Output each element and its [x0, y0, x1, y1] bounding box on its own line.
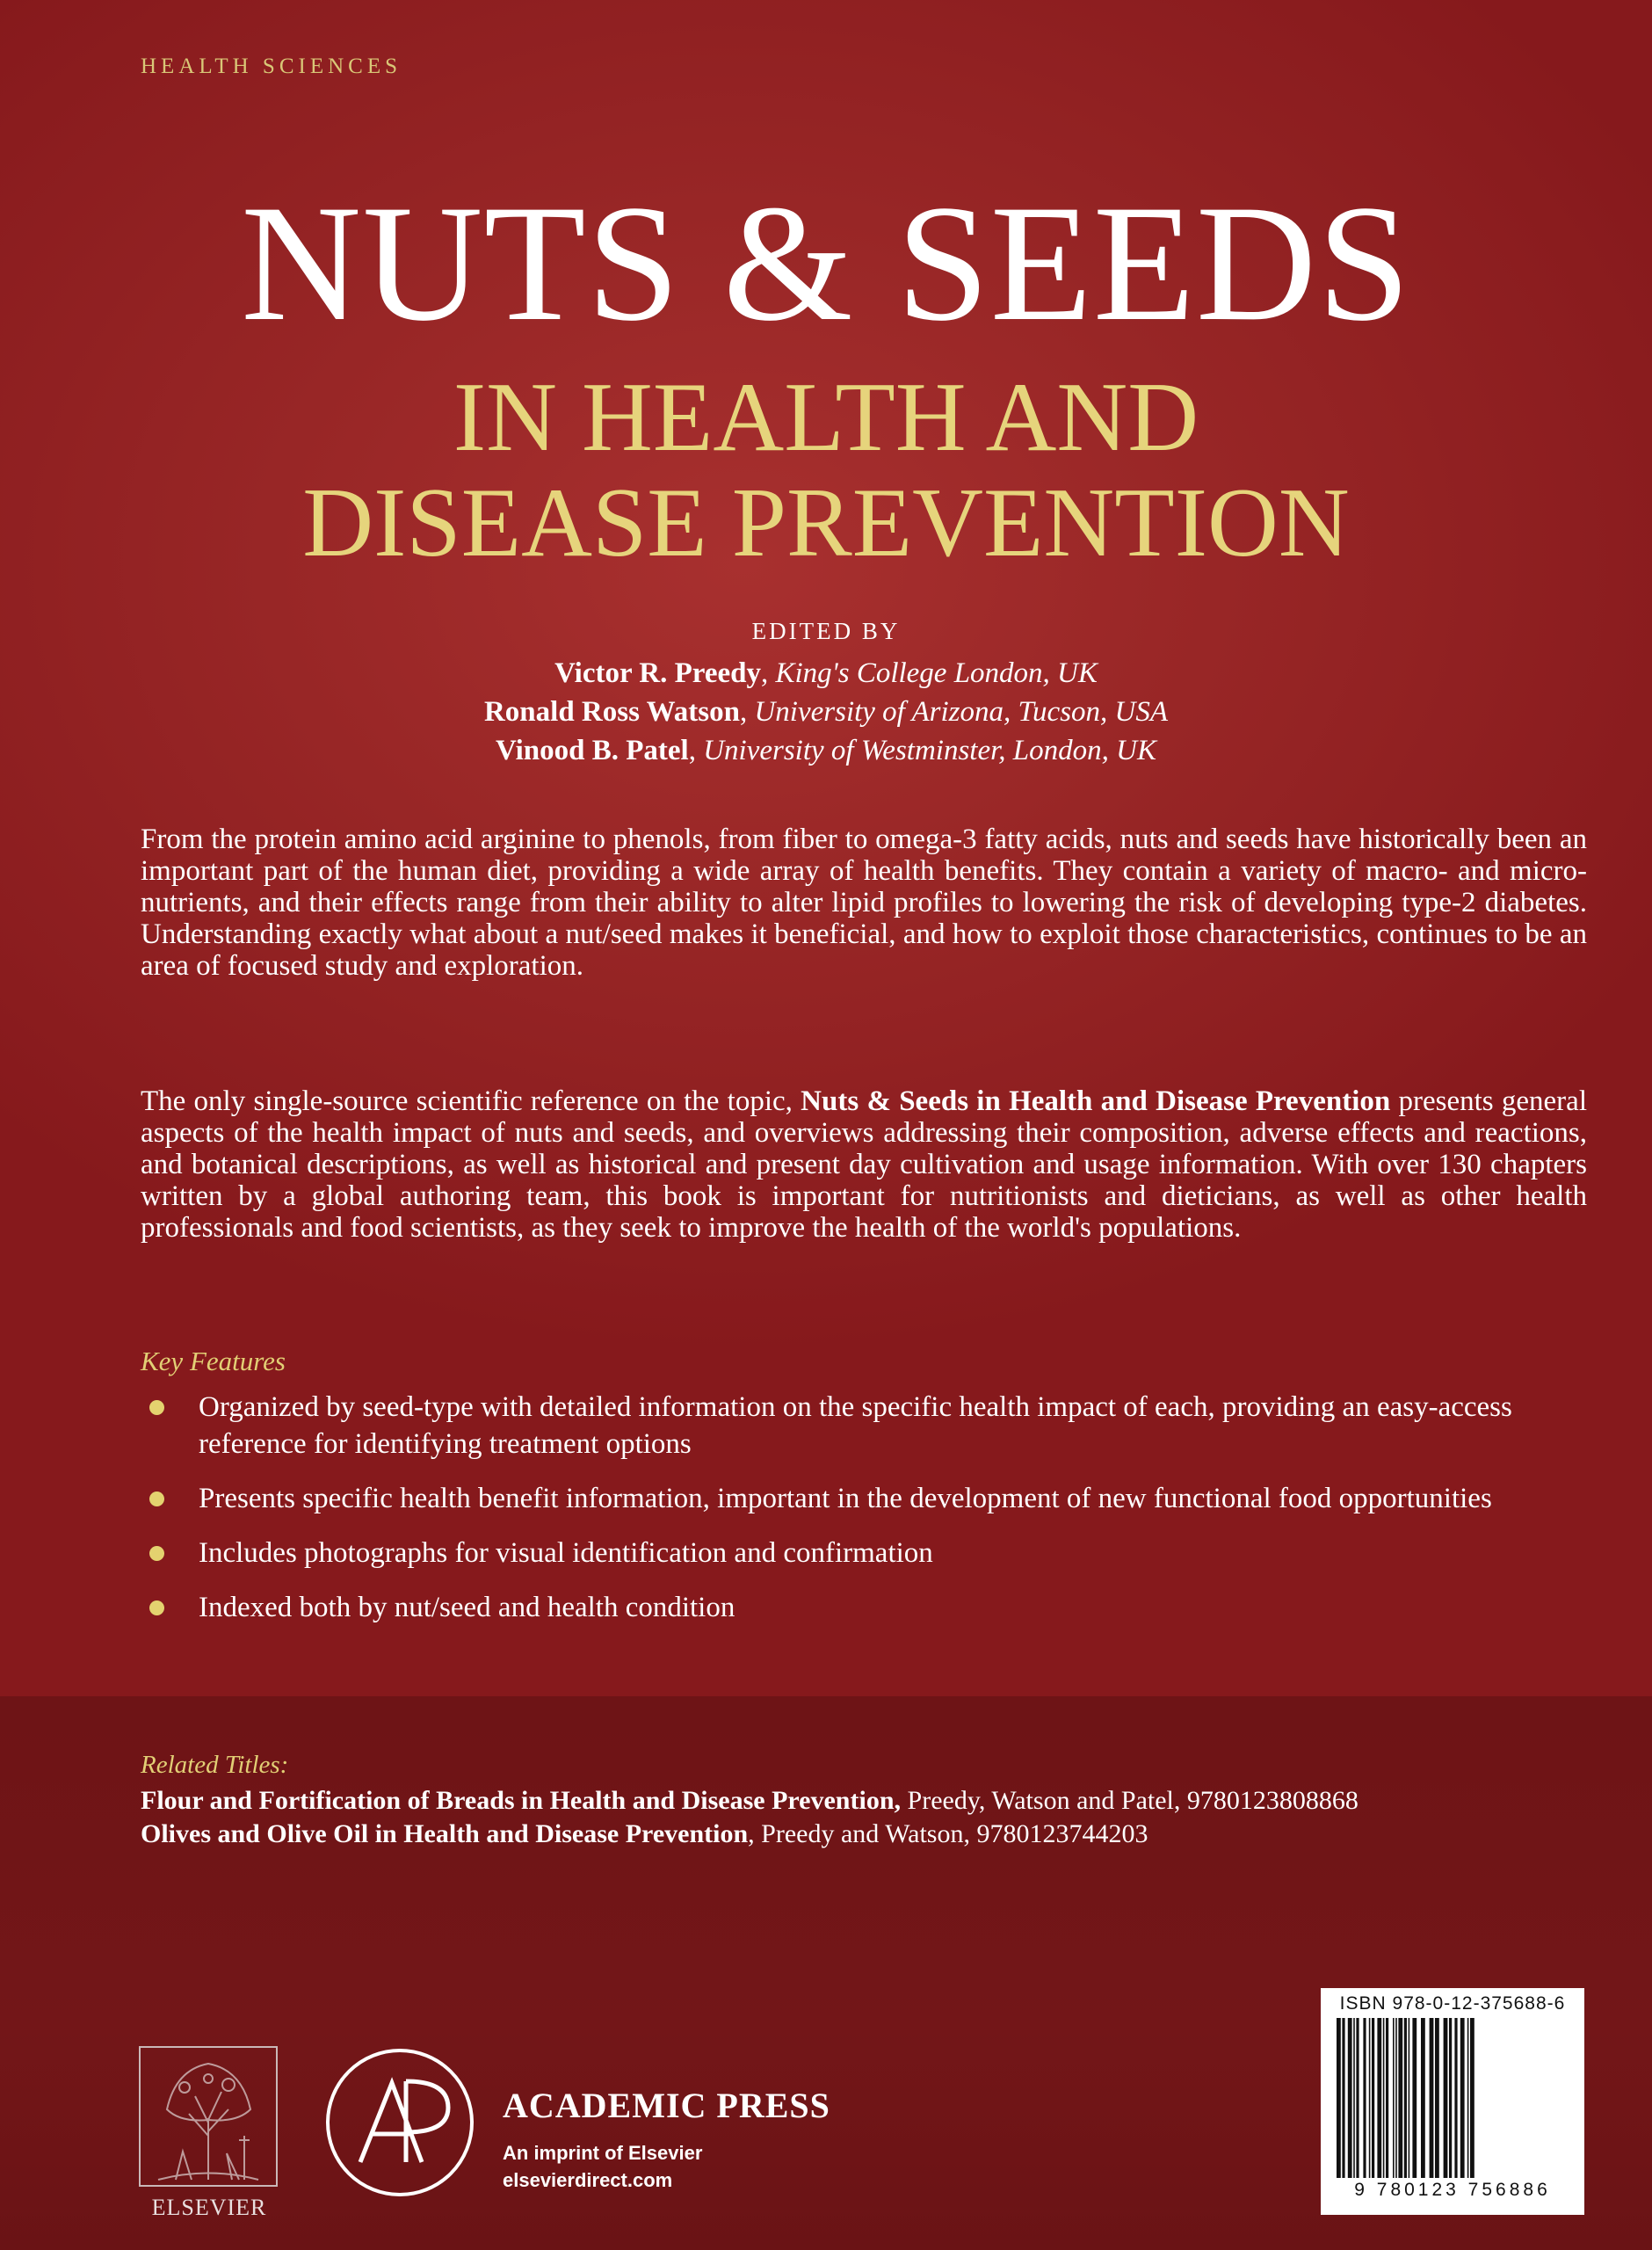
- related-title-details: , Preedy and Watson, 9780123744203: [748, 1819, 1148, 1848]
- elsevier-logo: [139, 2046, 278, 2187]
- series-label: HEALTH SCIENCES: [141, 54, 402, 78]
- barcode-bar: [1393, 2018, 1395, 2178]
- academic-press-logo-icon: [323, 2046, 476, 2199]
- barcode-bar: [1430, 2018, 1434, 2178]
- barcode-bar: [1337, 2018, 1341, 2178]
- barcode-bar: [1356, 2018, 1359, 2178]
- book-title: NUTS & SEEDS: [241, 171, 1411, 356]
- barcode-bar: [1449, 2018, 1452, 2178]
- editors-list: [0, 654, 1652, 770]
- feature-item: [141, 1480, 1529, 1517]
- editor: [0, 731, 1652, 770]
- paragraph-2-intro: The only single-source scientific reference on the topic,: [141, 1085, 801, 1117]
- barcode-bar: [1369, 2018, 1371, 2178]
- barcode-icon: [1330, 2018, 1576, 2178]
- barcode-bar: [1398, 2018, 1402, 2178]
- barcode-bar: [1404, 2018, 1407, 2178]
- related-title-name: Flour and Fortification of Breads in Health and Disease Prevention,: [141, 1786, 902, 1815]
- isbn-barcode: [1321, 1988, 1584, 2215]
- barcode-bar: [1435, 2018, 1439, 2178]
- barcode-bar: [1342, 2018, 1344, 2178]
- barcode-bar: [1395, 2018, 1397, 2178]
- related-title-details: Preedy, Watson and Patel, 9780123808868: [901, 1786, 1359, 1815]
- publisher-imprint: An imprint of Elsevier: [503, 2142, 703, 2164]
- book-subtitle: [0, 365, 1652, 576]
- barcode-bar: [1454, 2018, 1457, 2178]
- edited-by-label: EDITED BY: [751, 618, 901, 644]
- feature-text: Includes photographs for visual identification and confirmation: [199, 1537, 933, 1569]
- subtitle-line-2: DISEASE PREVENTION: [302, 468, 1350, 577]
- editor-name: Ronald Ross Watson: [483, 696, 740, 728]
- paragraph-2-body: presents general aspects of the health impact of nuts and seeds, and overviews addressing their composition, adverse effects and reactions, and botanical descriptions, as well as historical and present day cultivation and usage information. With over 130 chapters written by a global authoring team, this book is important for nutritionists and dieticians, as well as other health professionals and food scientists, as they seek to improve the health of the world's populations.: [141, 1085, 1587, 1244]
- related-titles-list: [141, 1784, 1582, 1851]
- barcode-bar: [1460, 2018, 1465, 2178]
- isbn-label: ISBN 978-0-12-375688-6: [1339, 1993, 1566, 2014]
- editor-separator: ,: [688, 735, 704, 766]
- publisher-name: ACADEMIC PRESS: [503, 2086, 830, 2125]
- feature-item: [141, 1589, 1529, 1626]
- barcode-digits: 9 780123 756886: [1354, 2180, 1551, 2200]
- key-features-heading: Key Features: [141, 1346, 286, 1376]
- bullet-icon: [149, 1600, 164, 1615]
- bullet-icon: [149, 1546, 164, 1561]
- editor: [0, 654, 1652, 693]
- barcode-bar: [1470, 2018, 1474, 2178]
- barcode-bar: [1421, 2018, 1425, 2178]
- feature-text: Indexed both by nut/seed and health condition: [199, 1592, 735, 1623]
- related-title-item: [141, 1784, 1582, 1818]
- barcode-bar: [1363, 2018, 1366, 2178]
- related-title-item: [141, 1818, 1582, 1851]
- elsevier-label: ELSEVIER: [151, 2195, 267, 2220]
- subtitle-line-1: IN HEALTH AND: [453, 363, 1199, 472]
- elsevier-tree-icon: [141, 2048, 276, 2185]
- editor: [0, 693, 1652, 731]
- barcode-bar: [1444, 2018, 1448, 2178]
- editor-name: Victor R. Preedy: [554, 657, 761, 689]
- editor-name: Vinood B. Patel: [495, 735, 689, 766]
- bullet-icon: [149, 1492, 164, 1506]
- paragraph-2-book-title: Nuts & Seeds in Health and Disease Prevention: [801, 1085, 1391, 1117]
- editor-affiliation: University of Westminster, London, UK: [703, 735, 1156, 766]
- barcode-bar: [1383, 2018, 1385, 2178]
- feature-item: [141, 1535, 1529, 1571]
- feature-text: Organized by seed-type with detailed information on the specific health impact of each, providing an easy-access reference for identifying treatment options: [199, 1391, 1512, 1460]
- bullet-icon: [149, 1400, 164, 1415]
- editor-affiliation: University of Arizona, Tucson, USA: [754, 696, 1169, 728]
- editor-separator: ,: [739, 696, 755, 728]
- barcode-bar: [1386, 2018, 1388, 2178]
- barcode-bar: [1377, 2018, 1381, 2178]
- related-titles-heading: Related Titles:: [141, 1751, 289, 1779]
- barcode-bar: [1353, 2018, 1355, 2178]
- barcode-bar: [1348, 2018, 1352, 2178]
- related-title-name: Olives and Olive Oil in Health and Disease Prevention: [141, 1819, 749, 1848]
- barcode-bar: [1467, 2018, 1469, 2178]
- barcode-bar: [1412, 2018, 1417, 2178]
- description-paragraph-2: [141, 1085, 1587, 1244]
- editor-affiliation: King's College London, UK: [775, 657, 1098, 689]
- key-features-list: [141, 1389, 1529, 1644]
- barcode-bar: [1372, 2018, 1374, 2178]
- editor-separator: ,: [760, 657, 776, 689]
- description-paragraph-1: From the protein amino acid arginine to phenols, from fiber to omega-3 fatty acids, nuts and seeds have historically been an important part of the human diet, providing a wide array of health benefits. They contain a variety of macro- and micro-nutrients, and their effects range from their ability to alter lipid profiles to lowering the risk of developing type-2 diabetes. Understanding exactly what about a nut/seed makes it beneficial, and how to exploit those characteristics, continues to be an area of focused study and exploration.: [141, 824, 1587, 982]
- publisher-website: elsevierdirect.com: [503, 2169, 673, 2191]
- barcode-bar: [1409, 2018, 1410, 2178]
- feature-text: Presents specific health benefit information, important in the development of new functional food opportunities: [199, 1483, 1492, 1514]
- feature-item: [141, 1389, 1529, 1462]
